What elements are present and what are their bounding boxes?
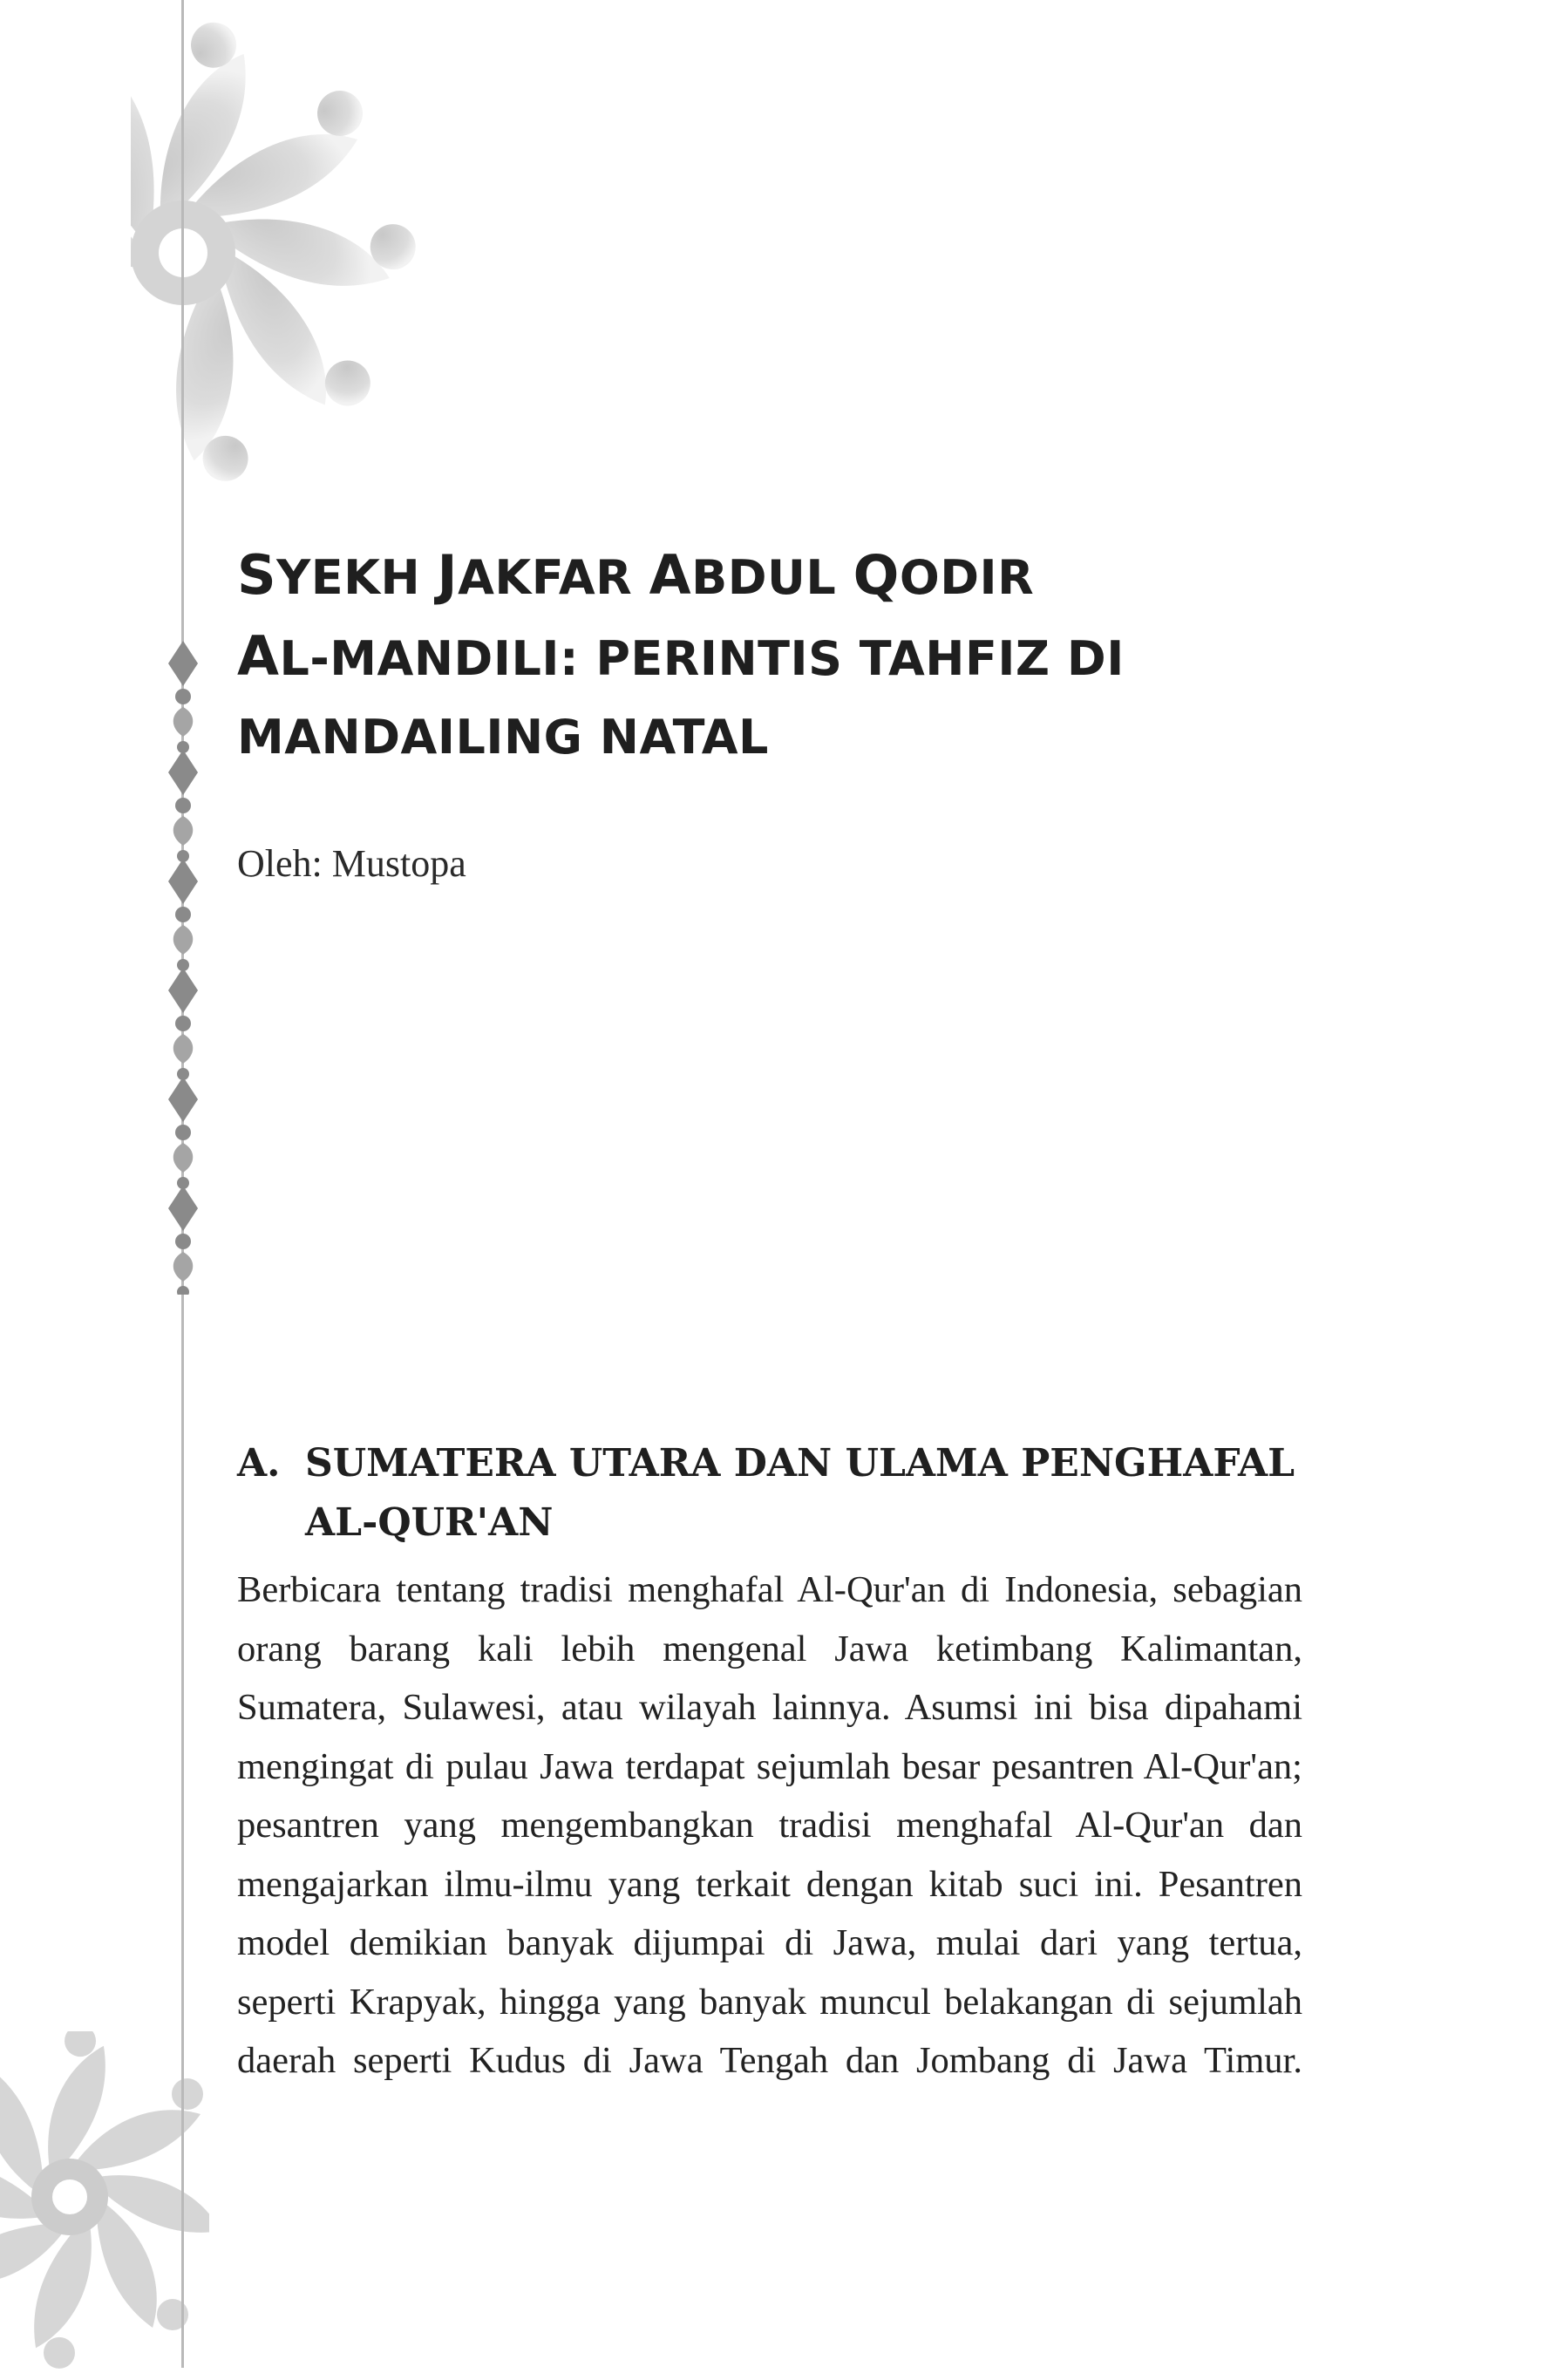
chapter-title-line-3: MANDAILING NATAL — [237, 710, 769, 765]
section-number: A. — [237, 1441, 281, 1486]
section-heading-text: SUMATERA UTARA DAN ULAMA PENGHAFAL AL-QUR'AN — [305, 1441, 1295, 1545]
floral-ornament-bottom-icon — [0, 2031, 209, 2380]
body-paragraph: Berbicara tentang tradisi menghafal Al-Qur'an di Indonesia, sebagian orang barang kali lebih mengenal Jawa ketimbang Kalimantan, Sumatera, Sulawesi, atau wilayah lainnya. Asumsi ini bisa dipahami mengingat di pulau Jawa terdapat sejumlah besar pesantren Al-Qur'an; pesantren yang mengembangkan tradisi menghafal Al-Qur'an dan mengajarkan ilmu-ilmu yang terkait dengan kitab suci ini. Pesantren model demikian banyak dijumpai di Jawa, mulai dari yang tertua, seperti Krapyak, hingga yang banyak muncul belakangan di sejumlah daerah seperti Kudus di Jawa Tengah dan Jombang di Jawa Timur. — [237, 1569, 1302, 2081]
chapter-title-line-2: AL-MANDILI: PERINTIS TAHFIZ DI — [237, 624, 1125, 688]
section-heading — [237, 1434, 1318, 1553]
bead-chain-ornament-icon — [153, 641, 214, 1295]
floral-ornament-top-icon — [131, 0, 514, 575]
author-byline: Oleh: Mustopa — [237, 842, 466, 885]
chapter-title — [237, 536, 1327, 777]
chapter-title-line-1: SYEKH JAKFAR ABDUL QODIR — [237, 543, 1035, 607]
